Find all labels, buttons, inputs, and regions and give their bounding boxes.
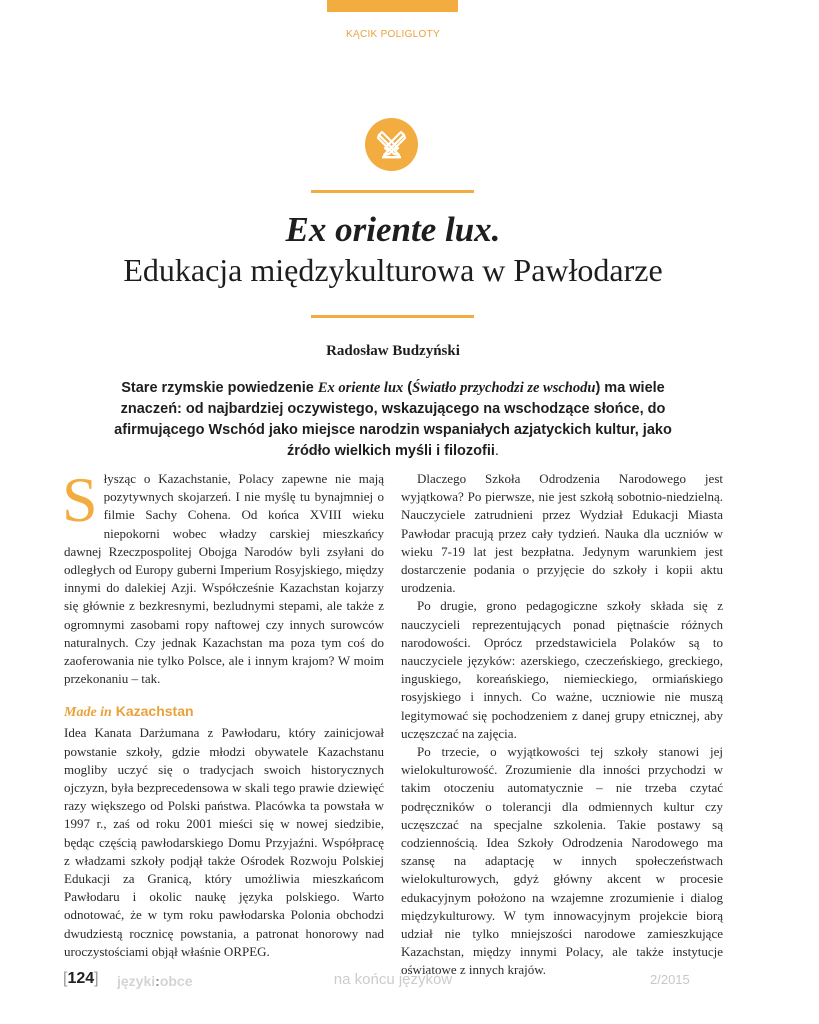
article-title-italic: Ex oriente lux. xyxy=(285,210,501,249)
section-heading: Made in Kazachstan xyxy=(64,703,194,721)
footer-tagline: na końcu języków xyxy=(333,971,453,988)
top-accent-bar xyxy=(327,0,458,12)
left-column xyxy=(62,464,384,961)
body-paragraph: Po trzecie, o wyjątkowości tej szkoły stanowi jej wielokulturowość. Zrozumienie dla inności przychodzi w takim otoczeniu automatycznie – nie trzeba czytać podręczników o tolerancji dla odmiennych kultur czy uczęszczać na specjalne szkolenia. Takie postawy są codziennością. Idea Szkoły Odrodzenia Narodowego ma szansę na adaptację w innych społeczeństwach wielokulturowych, gdyż główny akcent w procesie edukacyjnym położono na wzajemne zrozumienie i dialog międzykulturowy. W tym innowacyjnym projekcie biorą udział nie tylko mniejszości narodowe zamieszkujące Kazachstan, między innymi Polacy, ale także instytucje oświatowe z innych krajów. xyxy=(401,744,723,978)
title-bottom-rule xyxy=(311,315,474,318)
article-title: Edukacja międzykulturowa w Pawłodarze xyxy=(123,252,663,288)
body-paragraph: Po drugie, grono pedagogiczne szkoły składa się z nauczycieli reprezentujących ponad piętnaście różnych narodowości. Oprócz przedstawiciela Polaków są to nauczyciele języków: azerskiego, czeczeńskiego, greckiego, inguskiego, koreańskiego, niemieckiego, ormiańskiego rosyjskiego i innych. Co ważne, uczniowie nie muszą legitymować się pochodzeniem z danej grupy etnicznej, aby uczęszczać na zajęcia. xyxy=(401,598,723,741)
crossed-pencils-icon xyxy=(365,118,418,171)
issue-number: 2/2015 xyxy=(650,972,690,987)
author-name: Radosław Budzyński xyxy=(326,343,460,359)
title-top-rule xyxy=(311,190,474,193)
section-label: KĄCIK POLIGLOTY xyxy=(346,29,440,40)
magazine-name: języki:obce xyxy=(117,973,193,989)
lead-translation: Światło przychodzi ze wschodu xyxy=(412,380,596,396)
body-paragraph: Dlaczego Szkoła Odrodzenia Narodowego jest wyjątkowa? Po pierwsze, nie jest szkołą sobotnio-niedzielną. Nauczyciele zatrudnieni przez Wydział Edukacji Miasta Pawłodar pracują przez cały tydzień. Nauka dla uczniów w wieku 7-19 lat jest bezpłatna. Jedynym warunkiem jest dostarczenie podania o przyjęcie do szkoły i kopii aktu urodzenia. xyxy=(401,471,723,596)
body-paragraph: Idea Kanata Darżumana z Pawłodaru, który zainicjował powstanie szkoły, gdzie młodzi obywatele Kazachstanu mogliby uczyć się o tradycjach swoich historycznych ojczyzn, była bezprecedensowa w skali tego prawie dziewięć razy większego od Polski państwa. Placówka ta powstała w 1997 r., zaś od roku 2001 mieści się w nowej siedzibie, będąc częścią pawłodarskiego Domu Przyjaźni. Współpracę z władzami szkoły podjął także Ośrodek Rozwoju Polskiej Edukacji za Granicą, który umożliwia mieszkańcom Pawłodaru i okolic naukę języka polskiego. Warto odnotować, że w tym roku pawłodarska Polonia obchodzi dwudziestą rocznicę powstania, a patronat honorowy nad uroczystościami objął właśnie ORPEG. xyxy=(64,725,384,959)
right-column xyxy=(401,470,723,980)
drop-cap: S xyxy=(62,464,98,535)
intro-paragraph: Słysząc o Kazachstanie, Polacy zapewne nie mają pozytywnych skojarzeń. I nie myślę tu bynajmniej o filmie Sachy Cohena. Od końca XVIII wieku niepokorni wobec władzy carskiej mieszkańcy dawnej Rzeczpospolitej Obojga Narodów byli zsyłani do odległych od Europy guberni Imperium Rosyjskiego, między innymi do dalekiej Azji. Współcześnie Kazachstan kojarzy się głównie z bezkresnymi, bezludnymi stepami, ale także z ogromnymi zasobami ropy naftowej czy innych surowców naturalnych. Czy jednak Kazachstan ma poza tym coś do zaoferowania nie tylko Polsce, ale i innym krajom? W moim przekonaniu – tak. xyxy=(62,464,384,687)
lead-paragraph: Stare rzymskie powiedzenie Ex oriente lux (Światło przychodzi ze wschodu) ma wiele znaczeń: od najbardziej oczywistego, wskazującego na wschodzące słońce, do afirmującego Wschód jako miejsce narodzin wspaniałych azjatyckich kultur, jako źródło wielkich myśli i filozofii. xyxy=(114,380,672,459)
page-number: [124] xyxy=(63,970,99,987)
lead-phrase: Ex oriente lux xyxy=(317,380,404,396)
